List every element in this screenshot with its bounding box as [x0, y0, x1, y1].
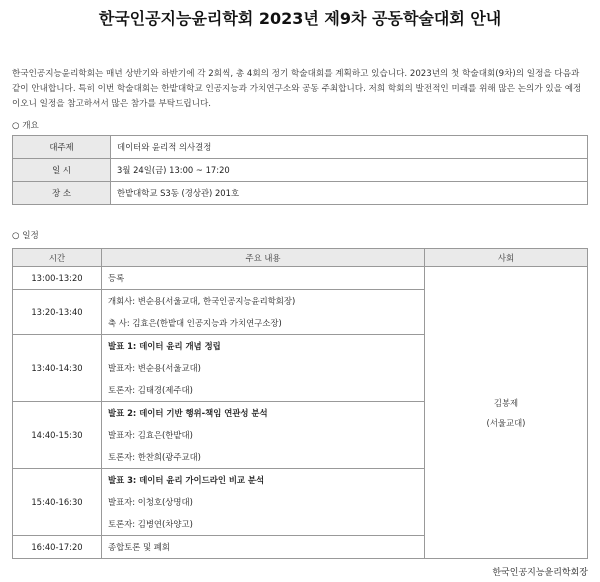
schedule-time: 15:40-16:30 — [13, 469, 102, 536]
content-line: 토론자: 김병연(차양고) — [108, 519, 193, 529]
content-line: 발표자: 이청호(상명대) — [108, 497, 193, 507]
talk-title: 발표 3: 데이터 윤리 가이드라인 비교 분석 — [108, 475, 265, 485]
header-moderator: 사회 — [425, 249, 588, 267]
schedule-time: 14:40-15:30 — [13, 402, 102, 469]
overview-heading: ○ 개요 — [12, 121, 39, 131]
schedule-content — [102, 335, 425, 402]
overview-key: 일 시 — [13, 159, 111, 182]
overview-table — [12, 135, 588, 205]
moderator-name: 김봉제 — [493, 397, 519, 408]
signature: 한국인공지능윤리학회장 — [492, 568, 588, 578]
content-line: 발표자: 변순용(서울교대) — [108, 363, 201, 373]
overview-row — [13, 136, 588, 159]
content-line: 토론자: 한찬희(광주교대) — [108, 452, 201, 462]
content-line: 발표자: 김효은(한밭대) — [108, 430, 193, 440]
overview-row — [13, 159, 588, 182]
overview-value: 한밭대학교 S3동 (경상관) 201호 — [111, 182, 588, 205]
schedule-time: 13:40-14:30 — [13, 335, 102, 402]
content-line: 종합토론 및 폐회 — [108, 542, 170, 552]
content-line: 토론자: 김태경(제주대) — [108, 385, 193, 395]
schedule-content — [102, 267, 425, 290]
content-line: 등록 — [108, 273, 125, 283]
schedule-row — [13, 267, 588, 290]
header-time: 시간 — [13, 249, 102, 267]
overview-row — [13, 182, 588, 205]
schedule-time: 13:00-13:20 — [13, 267, 102, 290]
schedule-time: 16:40-17:20 — [13, 536, 102, 559]
overview-value: 데이터와 윤리적 의사결정 — [111, 136, 588, 159]
schedule-content — [102, 402, 425, 469]
talk-title: 발표 1: 데이터 윤리 개념 정립 — [108, 341, 221, 351]
schedule-table — [12, 248, 588, 559]
schedule-content — [102, 290, 425, 335]
page-title: 한국인공지능윤리학회 2023년 제9차 공동학술대회 안내 — [98, 9, 502, 28]
moderator-cell — [425, 267, 588, 559]
content-line: 개회사: 변순용(서울교대, 한국인공지능윤리학회장) — [108, 296, 296, 306]
schedule-time: 13:20-13:40 — [13, 290, 102, 335]
overview-key: 장 소 — [13, 182, 111, 205]
content-line: 축 사: 김효은(한밭대 인공지능과 가치연구소장) — [108, 318, 282, 328]
overview-key: 대주제 — [13, 136, 111, 159]
schedule-content — [102, 469, 425, 536]
moderator-affiliation: (서울교대) — [486, 417, 526, 428]
intro-paragraph: 한국인공지능윤리학회는 매년 상반기와 하반기에 각 2회씩, 총 4회의 정기 학술대회를 계획하고 있습니다. 2023년의 첫 학술대회(9차)의 일정을 다음과 같이 안내합니다. 특히 이번 학술대회는 한밭대학교 인공지능과 가치연구소와 공동 주최합니다. 저희 학회의 발전적인 미래를 위해 많은 논의가 있을 예정이오니 일정을 참고하셔서 많은 참가를 부탁드립니다. — [12, 69, 582, 109]
schedule-heading: ○ 일정 — [12, 231, 39, 241]
schedule-content — [102, 536, 425, 559]
overview-value: 3월 24일(금) 13:00 ~ 17:20 — [111, 159, 588, 182]
talk-title: 발표 2: 데이터 기반 행위-책임 연관성 분석 — [108, 408, 268, 418]
header-content: 주요 내용 — [102, 249, 425, 267]
